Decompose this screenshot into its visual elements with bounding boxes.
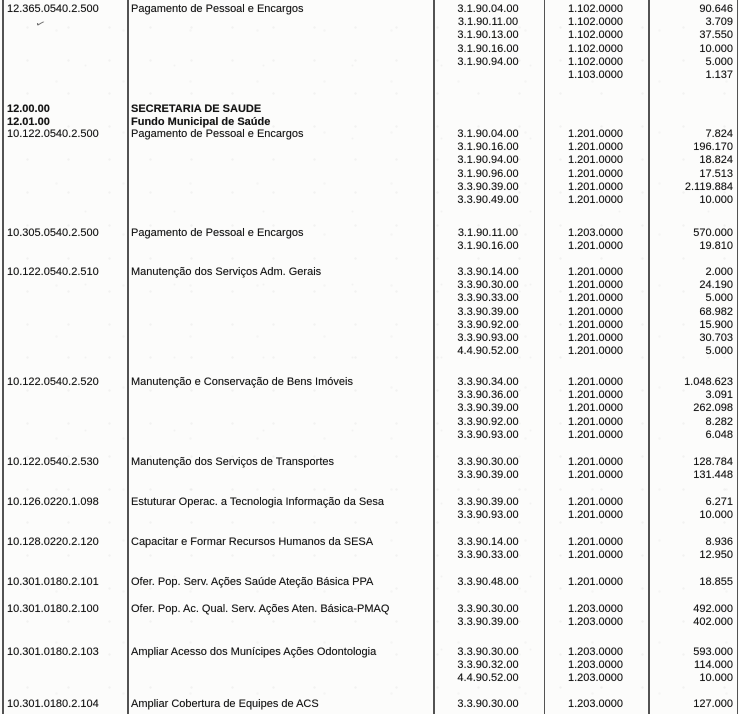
amount: 37.550: [699, 29, 733, 42]
section-title: SECRETARIA DE SAUDE: [131, 103, 262, 115]
source-code: 1.203.0000: [567, 603, 624, 615]
amount: 5.000: [705, 292, 733, 305]
amount: 10.000: [699, 42, 733, 55]
amount: 114.000: [694, 659, 733, 672]
activity-description: Ofer. Pop. Ac. Qual. Serv. Ações Aten. Básica-PMAQ: [131, 603, 390, 615]
account-code: 3.1.90.16.00: [457, 240, 519, 253]
source-code: 1.201.0000: [567, 154, 624, 167]
amount: 10.000: [699, 672, 733, 685]
account-code: 3.3.90.32.00: [457, 659, 519, 672]
account-code: 3.3.90.49.00: [457, 194, 519, 206]
amount: 15.900: [699, 318, 733, 331]
amount: 196.170: [693, 141, 733, 154]
account-code: 3.1.90.11.00: [457, 227, 519, 239]
account-code: 3.3.90.39.00: [457, 180, 519, 193]
amount: 492.000: [693, 603, 733, 615]
account-code: 3.1.90.04.00: [457, 3, 519, 15]
account-code: 3.1.90.96.00: [457, 167, 519, 180]
account-code: 3.3.90.33.00: [457, 549, 519, 562]
source-code: 1.201.0000: [567, 496, 624, 508]
account-code: 4.4.90.52.00: [457, 672, 519, 685]
amount: 128.784: [693, 456, 733, 468]
account-code: 4.4.90.52.00: [457, 345, 519, 358]
section-title: Fundo Municipal de Saúde: [131, 115, 271, 128]
source-code: 1.201.0000: [567, 376, 624, 388]
source-code: 1.201.0000: [567, 194, 624, 206]
source-code: 1.201.0000: [567, 318, 624, 331]
amount: 5.000: [705, 55, 733, 68]
account-code: 3.3.90.30.00: [457, 456, 519, 468]
activity-description: Ampliar Acesso dos Munícipes Ações Odontologia: [131, 646, 377, 658]
activity-description: Manutenção dos Serviços Adm. Gerais: [131, 266, 322, 278]
account-code: 3.3.90.92.00: [457, 415, 519, 428]
amount: 131.448: [693, 469, 733, 482]
activity-description: Manutenção dos Serviços de Transportes: [131, 456, 335, 468]
section-code: 12.01.00: [7, 115, 50, 128]
account-code: 3.3.90.93.00: [457, 509, 519, 522]
source-code: 1.102.0000: [567, 3, 624, 15]
program-code: 10.301.0180.2.103: [7, 646, 99, 658]
source-code: 1.201.0000: [567, 332, 624, 344]
amount: 2.119.884: [684, 180, 733, 193]
source-code: 1.201.0000: [567, 141, 624, 154]
source-code: 1.102.0000: [567, 16, 624, 29]
amount: 6.271: [705, 496, 733, 508]
program-code: 10.126.0220.1.098: [7, 496, 99, 508]
account-code: 3.3.90.34.00: [457, 376, 519, 388]
source-code: 1.201.0000: [567, 402, 624, 415]
amount: 2.000: [705, 266, 733, 278]
activity-description: Ampliar Cobertura de Equipes de ACS: [131, 698, 319, 710]
source-code: 1.201.0000: [567, 549, 624, 562]
source-code: 1.201.0000: [567, 509, 624, 522]
account-code: 3.3.90.30.00: [457, 646, 519, 658]
program-code: 10.301.0180.2.101: [7, 576, 99, 588]
amount: 68.982: [699, 305, 733, 318]
account-code: 3.1.90.94.00: [457, 55, 519, 68]
program-code: 10.122.0540.2.500: [7, 128, 99, 140]
account-code: 3.3.90.33.00: [457, 292, 519, 305]
account-code: 3.3.90.30.00: [457, 279, 519, 292]
source-code: 1.201.0000: [567, 456, 624, 468]
amount: 262.098: [693, 402, 733, 415]
source-code: 1.201.0000: [567, 389, 624, 402]
account-code: 3.1.90.11.00: [457, 16, 519, 29]
amount: 10.000: [699, 194, 733, 206]
source-code: 1.203.0000: [567, 698, 624, 710]
amount: 1.048.623: [684, 376, 733, 388]
source-code: 1.201.0000: [567, 266, 624, 278]
source-code: 1.203.0000: [567, 659, 624, 672]
program-code: 12.365.0540.2.500: [7, 3, 99, 15]
program-code: 10.305.0540.2.500: [7, 227, 99, 239]
source-code: 1.201.0000: [567, 576, 624, 588]
activity-description: Pagamento de Pessoal e Encargos: [131, 128, 304, 140]
source-code: 1.201.0000: [567, 167, 624, 180]
amount: 6.048: [705, 428, 733, 441]
activity-description: Pagamento de Pessoal e Encargos: [131, 3, 304, 15]
account-code: 3.1.90.04.00: [457, 128, 519, 140]
amount: 90.646: [699, 3, 733, 15]
amount: 402.000: [693, 616, 733, 629]
amount: 7.824: [705, 128, 733, 140]
amount: 570.000: [693, 227, 733, 239]
amount: 8.936: [705, 536, 733, 548]
amount: 18.824: [699, 154, 733, 167]
activity-description: Pagamento de Pessoal e Encargos: [131, 227, 304, 239]
column-rule: [433, 0, 435, 714]
account-code: 3.3.90.39.00: [457, 402, 519, 415]
account-code: 3.3.90.36.00: [457, 389, 519, 402]
amount: 10.000: [699, 509, 733, 522]
account-code: 3.3.90.93.00: [457, 332, 519, 344]
account-code: 3.3.90.39.00: [457, 496, 519, 508]
account-code: 3.3.90.14.00: [457, 536, 519, 548]
amount: 3.091: [705, 389, 733, 402]
source-code: 1.201.0000: [567, 415, 624, 428]
amount: 12.950: [699, 549, 733, 562]
activity-description: Ofer. Pop. Serv. Ações Saúde Ateção Básica PPA: [131, 576, 374, 588]
source-code: 1.102.0000: [567, 29, 624, 42]
account-code: 3.3.90.39.00: [457, 616, 519, 629]
account-code: 3.3.90.93.00: [457, 428, 519, 441]
amount: 24.190: [699, 279, 733, 292]
program-code: 10.301.0180.2.104: [7, 698, 99, 710]
source-code: 1.102.0000: [567, 42, 624, 55]
column-rule: [544, 0, 546, 714]
source-code: 1.201.0000: [567, 536, 624, 548]
section-code: 12.00.00: [7, 103, 50, 115]
source-code: 1.201.0000: [567, 240, 624, 253]
column-rule: [2, 0, 4, 714]
program-code: 10.128.0220.2.120: [7, 536, 99, 548]
account-code: 3.3.90.30.00: [457, 603, 519, 615]
activity-description: Manutenção e Conservação de Bens Imóveis: [131, 376, 353, 388]
pen-mark-icon: ✓: [33, 17, 47, 32]
account-code: 3.3.90.14.00: [457, 266, 519, 278]
amount: 593.000: [693, 646, 733, 658]
activity-description: Estuturar Operac. a Tecnologia Informação da Sesa: [131, 496, 384, 508]
account-code: 3.1.90.16.00: [457, 141, 519, 154]
source-code: 1.201.0000: [567, 292, 624, 305]
account-code: 3.3.90.30.00: [457, 698, 519, 710]
source-code: 1.203.0000: [567, 646, 624, 658]
amount: 8.282: [705, 415, 733, 428]
account-code: 3.3.90.39.00: [457, 305, 519, 318]
amount: 17.513: [699, 167, 733, 180]
account-code: 3.1.90.94.00: [457, 154, 519, 167]
source-code: 1.201.0000: [567, 428, 624, 441]
program-code: 10.122.0540.2.530: [7, 456, 99, 468]
account-code: 3.1.90.16.00: [457, 42, 519, 55]
activity-description: Capacitar e Formar Recursos Humanos da SESA: [131, 536, 374, 548]
amount: 5.000: [705, 345, 733, 358]
program-code: 10.122.0540.2.510: [7, 266, 99, 278]
program-code: 10.122.0540.2.520: [7, 376, 99, 388]
amount: 30.703: [699, 332, 733, 344]
amount: 18.855: [699, 576, 733, 588]
source-code: 1.201.0000: [567, 305, 624, 318]
account-code: 3.3.90.92.00: [457, 318, 519, 331]
program-code: 10.301.0180.2.100: [7, 603, 99, 615]
source-code: 1.203.0000: [567, 227, 624, 239]
amount: 127.000: [693, 698, 733, 710]
source-code: 1.103.0000: [567, 69, 624, 81]
source-code: 1.201.0000: [567, 128, 624, 140]
amount: 19.810: [699, 240, 733, 253]
source-code: 1.201.0000: [567, 279, 624, 292]
amount: 3.709: [705, 16, 733, 29]
amount: 1.137: [705, 69, 733, 81]
account-code: 3.3.90.39.00: [457, 469, 519, 482]
source-code: 1.203.0000: [567, 616, 624, 629]
source-code: 1.201.0000: [567, 345, 624, 358]
source-code: 1.102.0000: [567, 55, 624, 68]
source-code: 1.201.0000: [567, 469, 624, 482]
account-code: 3.1.90.13.00: [457, 29, 519, 42]
source-code: 1.203.0000: [567, 672, 624, 685]
column-rule: [737, 0, 739, 714]
source-code: 1.201.0000: [567, 180, 624, 193]
column-rule: [127, 0, 129, 714]
account-code: 3.3.90.48.00: [457, 576, 519, 588]
